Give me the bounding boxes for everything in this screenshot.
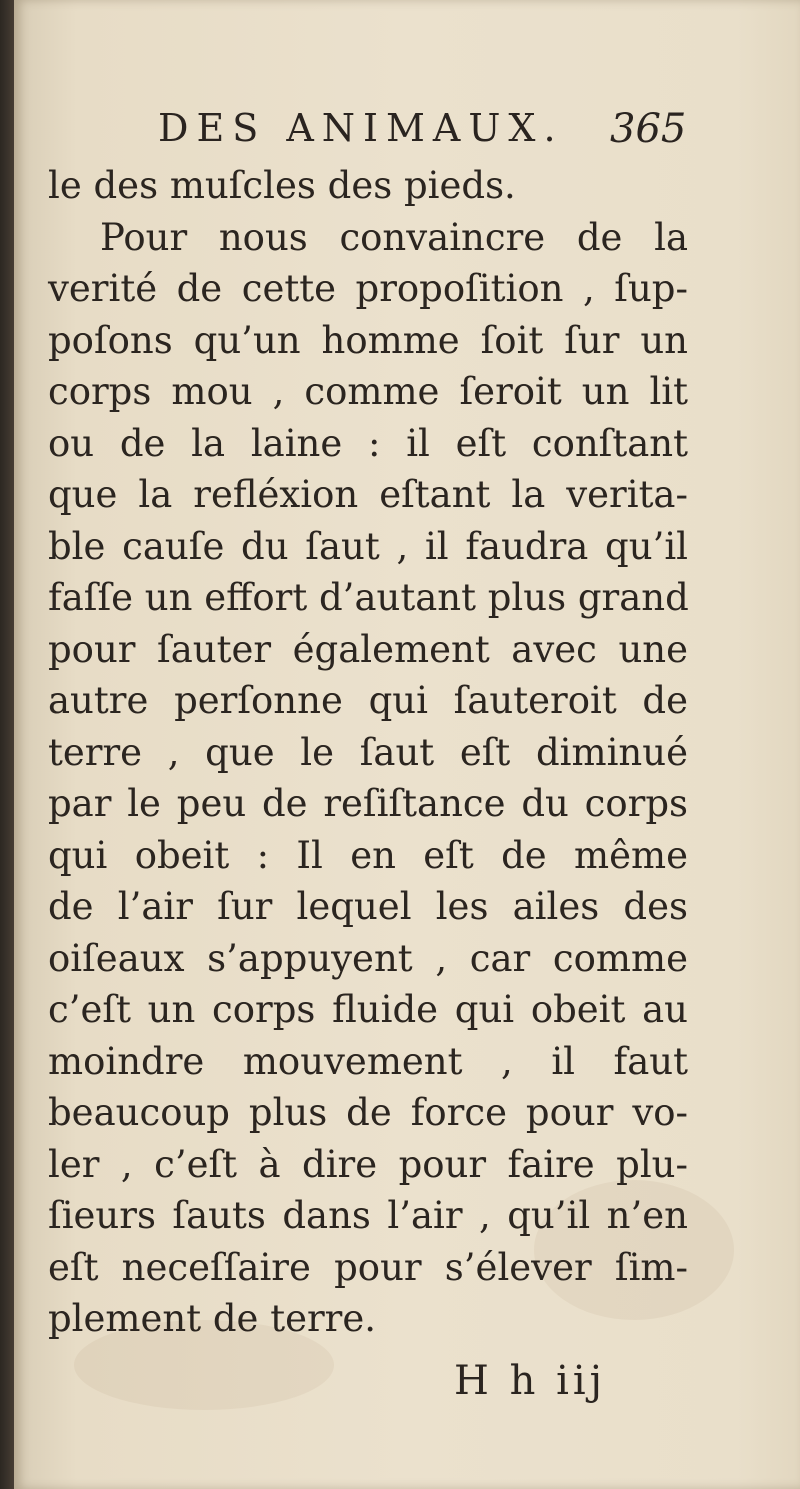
text-line: de l’air ſur lequel les ailes des xyxy=(48,885,688,928)
text-line: moindre mouvement , il faut xyxy=(48,1039,688,1083)
text-line: autre perſonne qui ſauteroit de xyxy=(48,679,688,722)
running-head xyxy=(14,106,800,166)
text-line: faſſe un effort d’autant plus grand xyxy=(48,576,689,619)
text-line: que la refléxion eſtant la verita- xyxy=(48,473,688,516)
text-line: qui obeit : Il en eſt de même xyxy=(48,833,688,877)
body-text xyxy=(48,160,688,1345)
text-line: poſons qu’un homme ſoit ſur un xyxy=(48,318,688,362)
running-head-title: DES ANIMAUX. xyxy=(158,106,564,150)
text-line: beaucoup plus de force pour vo- xyxy=(48,1091,688,1134)
book-page xyxy=(14,0,800,1489)
text-line: plement de terre. xyxy=(48,1297,376,1340)
text-line: Pour nous convaincre de la xyxy=(100,215,688,259)
text-line: eſt neceſſaire pour s’élever ſim- xyxy=(48,1245,688,1289)
text-line: ler , c’eſt à dire pour faire plu- xyxy=(48,1142,688,1186)
page-number: 365 xyxy=(610,106,687,152)
text-line: oiſeaux s’appuyent , car comme xyxy=(48,936,688,980)
text-line: le des muſcles des pieds. xyxy=(48,164,516,207)
text-line: ou de la laine : il eſt conſtant xyxy=(48,421,688,465)
text-line: verité de cette propoſition , ſup- xyxy=(48,267,688,310)
text-line: corps mou , comme ſeroit un lit xyxy=(48,370,688,413)
text-line: ble cauſe du ſaut , il faudra qu’il xyxy=(48,524,688,568)
text-line: par le peu de reſiſtance du corps xyxy=(48,782,688,825)
text-line: pour ſauter également avec une xyxy=(48,627,688,671)
signature-mark: H h iij xyxy=(454,1358,607,1404)
text-line: c’eſt un corps fluide qui obeit au xyxy=(48,988,688,1031)
text-line: terre , que le ſaut eſt diminué xyxy=(48,730,688,774)
text-line: ſieurs ſauts dans l’air , qu’il n’en xyxy=(48,1194,688,1237)
